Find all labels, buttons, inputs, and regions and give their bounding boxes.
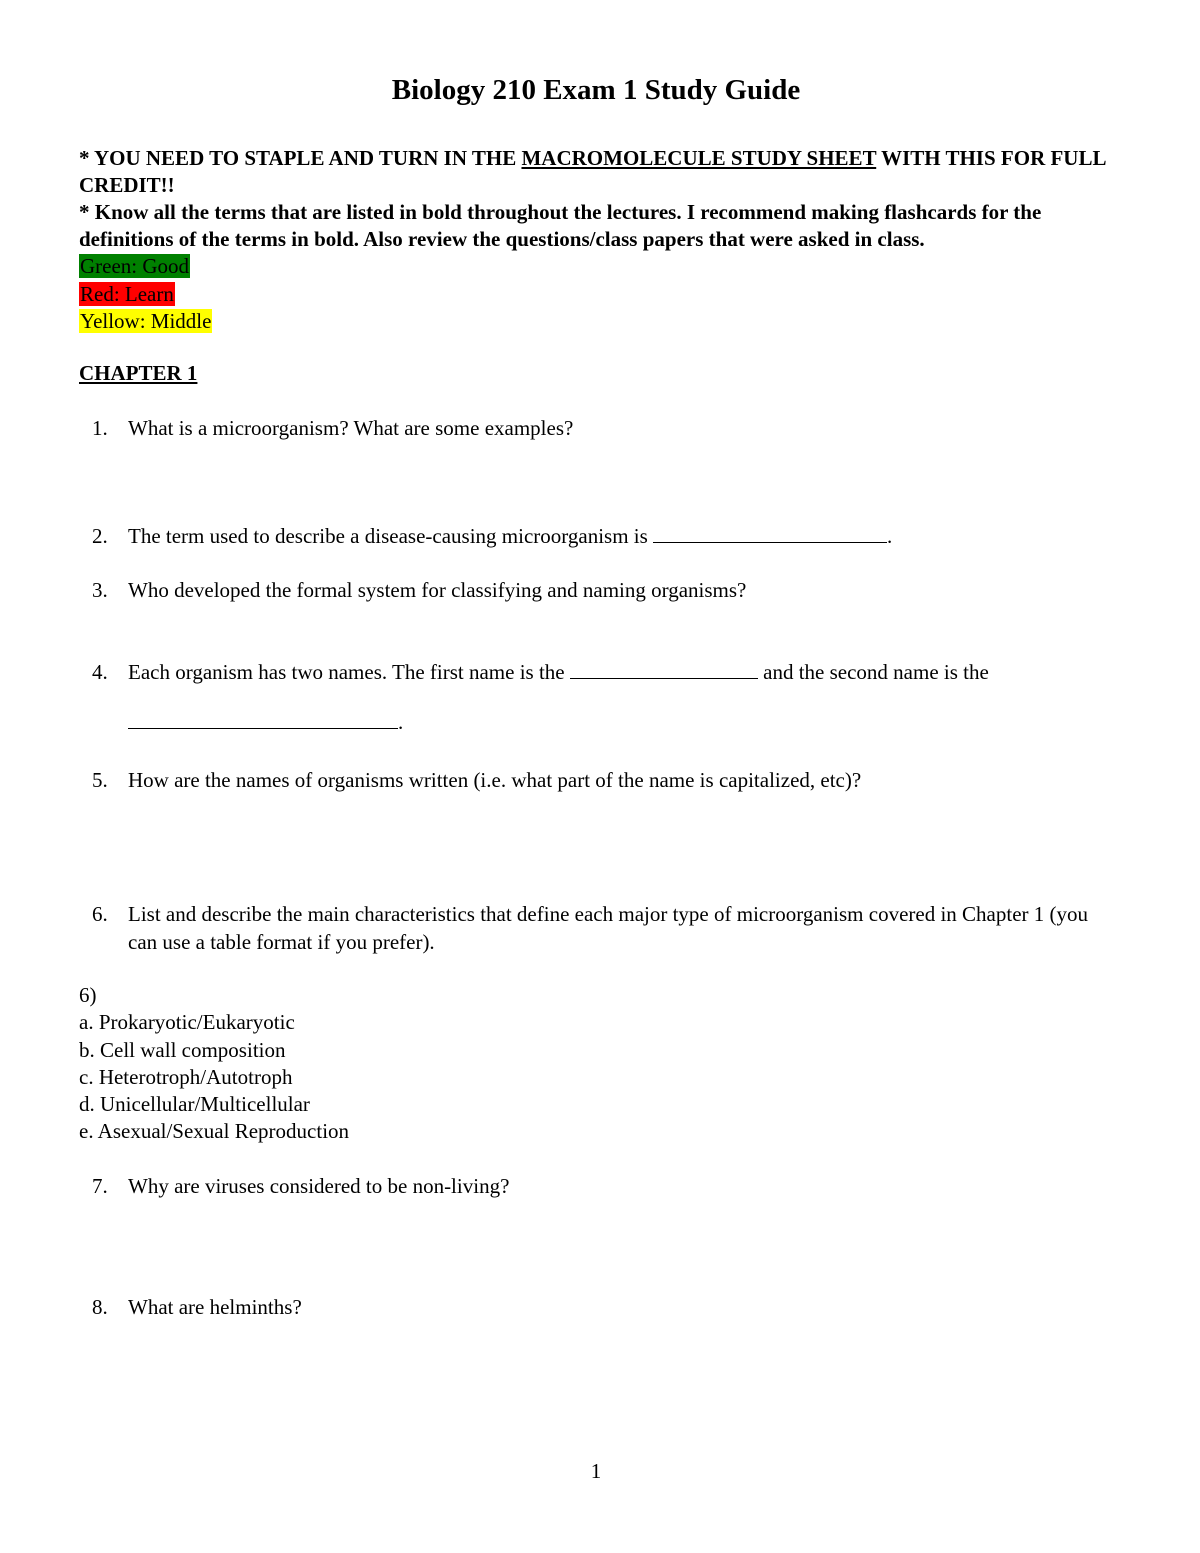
question-text-before: The term used to describe a disease-causing microorganism is — [128, 524, 654, 548]
instructions-block — [79, 145, 1129, 336]
list-item: b. Cell wall composition — [79, 1037, 286, 1062]
question-text: How are the names of organisms written (i.e. what part of the name is capitalized, etc)? — [128, 768, 862, 792]
question-text-before: Each organism has two names. The first name is the — [128, 660, 570, 684]
question-number: 2. — [92, 524, 108, 548]
legend-yellow-line — [79, 308, 1129, 336]
answer-6-heading: 6) — [79, 983, 97, 1007]
question-number: 1. — [92, 416, 108, 440]
legend-yellow: Yellow: Middle — [80, 309, 212, 333]
question-text-after: . — [887, 524, 893, 548]
question-number: 8. — [92, 1295, 108, 1319]
question-number: 6. — [92, 902, 108, 926]
legend-red: Red: Learn — [80, 281, 174, 306]
terms-instruction: * Know all the terms that are listed in bold throughout the lectures. I recommend making flashcards for the definitions of the terms in bold. Also review the questions/class papers that were asked in class. — [79, 200, 1042, 251]
question-text: List and describe the main characteristics that define each major type of microorganism covered in Chapter 1 (you can use a table format if you prefer). — [128, 902, 1089, 954]
list-item: a. Prokaryotic/Eukaryotic — [79, 1010, 295, 1035]
question-text: Why are viruses considered to be non-living? — [128, 1174, 510, 1198]
question-text-after: . — [398, 710, 404, 734]
staple-instruction — [79, 145, 1129, 199]
answer-blank-first-name[interactable] — [570, 658, 758, 679]
list-item: d. Unicellular/Multicellular — [79, 1092, 310, 1117]
staple-instruction-suffix: WITH THIS FOR FULL CREDIT!! — [79, 146, 1106, 197]
question-number: 4. — [92, 660, 108, 684]
question-number: 5. — [92, 768, 108, 792]
answer-6-list — [79, 982, 349, 1146]
chapter-heading: CHAPTER 1 — [79, 361, 198, 385]
legend-green-line — [79, 253, 1129, 281]
macromolecule-sheet-reference: MACROMOLECULE STUDY SHEET — [521, 146, 877, 170]
list-item: e. Asexual/Sexual Reproduction — [79, 1119, 350, 1144]
answer-blank-second-name[interactable] — [128, 708, 398, 729]
answer-blank[interactable] — [653, 522, 887, 543]
page-title: Biology 210 Exam 1 Study Guide — [391, 74, 801, 106]
page-number: 1 — [590, 1459, 602, 1483]
list-item: c. Heterotroph/Autotroph — [79, 1064, 293, 1089]
question-text: Who developed the formal system for classifying and naming organisms? — [128, 578, 747, 602]
staple-instruction-prefix: * YOU NEED TO STAPLE AND TURN IN THE — [79, 146, 522, 170]
legend-green: Green: Good — [80, 254, 190, 278]
question-text — [128, 647, 1088, 747]
question-4 — [79, 658, 1089, 738]
question-text: What are helminths? — [128, 1295, 302, 1319]
legend-red-line — [79, 281, 1129, 309]
question-text-middle: and the second name is the — [757, 660, 989, 684]
question-number: 3. — [92, 578, 108, 602]
question-number: 7. — [92, 1174, 108, 1198]
question-text: What is a microorganism? What are some examples? — [128, 416, 574, 440]
question-text — [128, 522, 1088, 550]
